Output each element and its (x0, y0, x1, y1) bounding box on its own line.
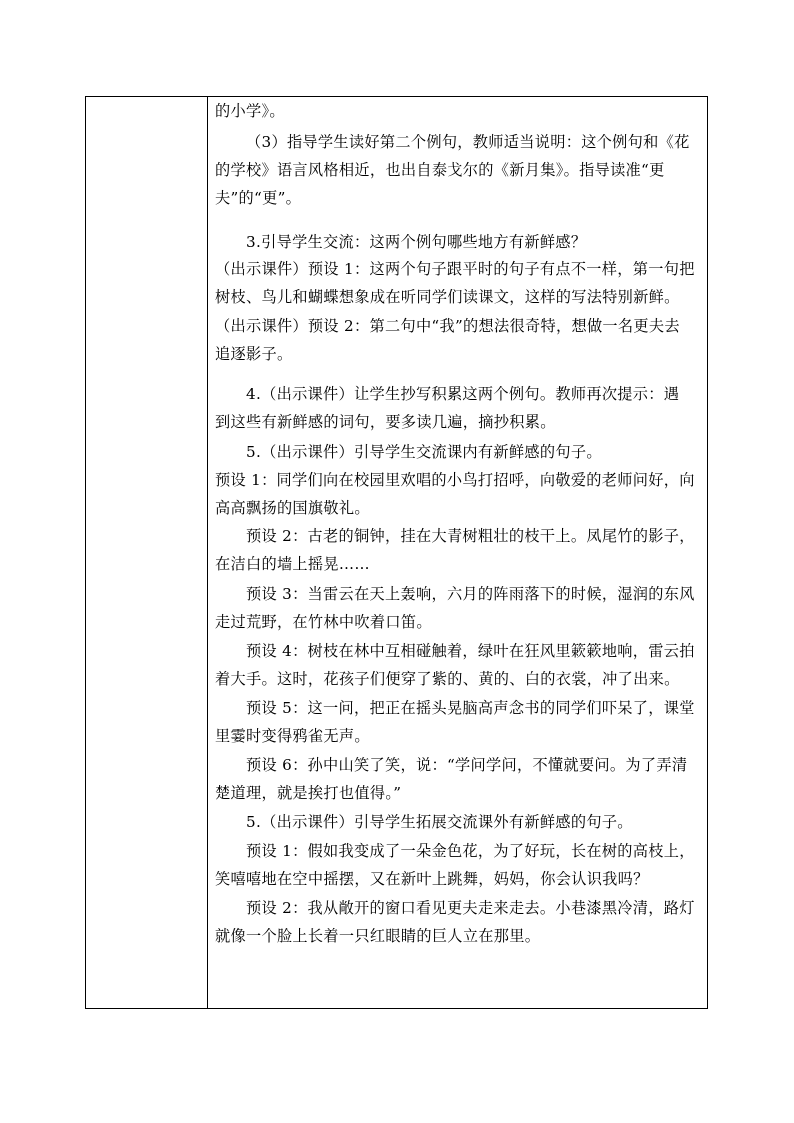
paragraph-line: 预设 2：我从敞开的窗口看见更夫走来走去。小巷漆黑冷清，路灯 (246, 899, 695, 917)
paragraph-line: 高高飘扬的国旗敬礼。 (215, 499, 370, 517)
paragraph-line: （出示课件）预设 2：第二句中“我”的想法很奇特，想做一名更夫去 (215, 317, 680, 335)
paragraph-line: （3）指导学生读好第二个例句，教师适当说明：这个例句和《花 (246, 133, 690, 151)
paragraph-line: 夫”的“更”。 (215, 189, 302, 207)
paragraph-line: 预设 5：这一问，把正在摇头晃脑高声念书的同学们吓呆了，课堂 (246, 699, 695, 717)
paragraph-line: 到这些有新鲜感的词句，要多读几遍，摘抄积累。 (215, 413, 556, 431)
paragraph-line: 预设 3：当雷云在天上轰响，六月的阵雨落下的时候，湿润的东风 (246, 585, 695, 603)
paragraph-line: 预设 4：树枝在林中互相碰触着，绿叶在狂风里簌簌地响，雷云拍 (246, 642, 695, 660)
paragraph-line: 里霎时变得鸦雀无声。 (215, 727, 370, 745)
paragraph-line: 走过荒野，在竹林中吹着口笛。 (215, 613, 432, 631)
paragraph-line: 预设 1：同学们向在校园里欢唱的小鸟打招呼，向敬爱的老师问好，向 (215, 471, 695, 489)
paragraph-line: 的小学》。 (215, 102, 285, 120)
paragraph-line: 预设 2：古老的铜钟，挂在大青树粗壮的枝干上。凤尾竹的影子， (246, 527, 695, 545)
paragraph-line: 笑嘻嘻地在空中摇摆，又在新叶上跳舞，妈妈，你会认识我吗？ (215, 870, 649, 888)
paragraph-line: 3.引导学生交流：这两个例句哪些地方有新鲜感？ (246, 233, 587, 251)
paragraph-line: 楚道理，就是挨打也值得。” (215, 784, 402, 802)
table-left-column (86, 97, 208, 1008)
lesson-table (85, 96, 708, 1009)
table-right-column (209, 97, 707, 1008)
paragraph-line: 追逐影子。 (215, 345, 293, 363)
paragraph-line: 预设 1：假如我变成了一朵金色花，为了好玩，长在树的高枝上， (246, 842, 695, 860)
paragraph-line: 的学校》语言风格相近，也出自泰戈尔的《新月集》。指导读准“更 (215, 161, 665, 179)
paragraph-line: 在洁白的墙上摇晃…… (215, 555, 370, 573)
paragraph-line: 就像一个脸上长着一只红眼睛的巨人立在那里。 (215, 927, 541, 945)
paragraph-line: （出示课件）预设 1：这两个句子跟平时的句子有点不一样，第一句把 (215, 260, 695, 278)
paragraph-line: 着大手。这时，花孩子们便穿了紫的、黄的、白的衣裳，冲了出来。 (215, 670, 680, 688)
paragraph-line: 5.（出示课件）引导学生拓展交流课外有新鲜感的句子。 (246, 813, 633, 831)
paragraph-line: 预设 6：孙中山笑了笑，说：“学问学问，不懂就要问。为了弄清 (246, 756, 688, 774)
paragraph-line: 5.（出示课件）引导学生交流课内有新鲜感的句子。 (246, 443, 602, 461)
paragraph-line: 4.（出示课件）让学生抄写积累这两个例句。教师再次提示：遇 (246, 385, 680, 403)
paragraph-line: 树枝、鸟儿和蝴蝶想象成在听同学们读课文，这样的写法特别新鲜。 (215, 288, 680, 306)
